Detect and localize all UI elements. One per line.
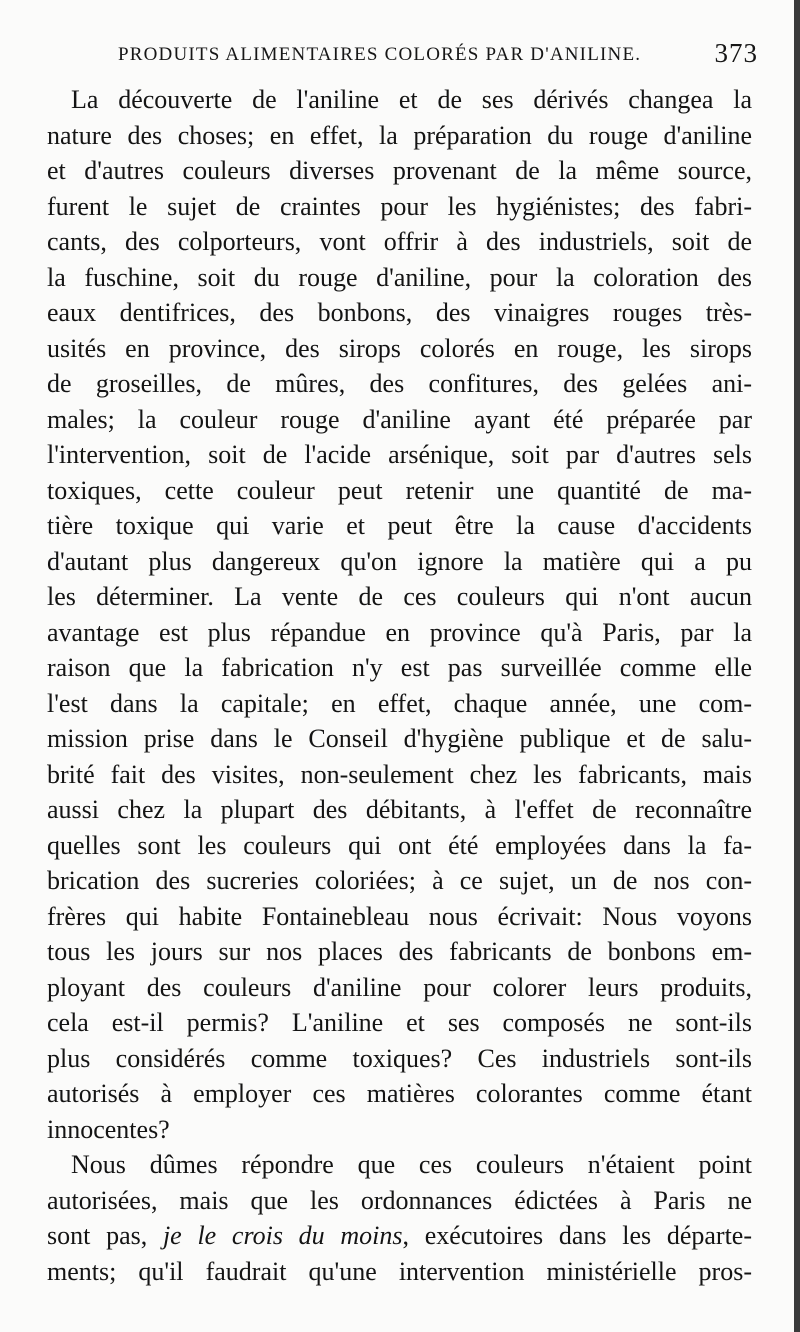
text-line: ployant des couleurs d'aniline pour colorer leurs produits, (47, 972, 752, 1002)
text-line: furent le sujet de craintes pour les hygiénistes; des fabri- (47, 191, 752, 221)
text-line: brité fait des visites, non-seulement chez les fabricants, mais (47, 759, 752, 789)
italic-phrase: je le crois du moins (162, 1221, 403, 1250)
text-line: aussi chez la plupart des débitants, à l'effet de reconnaître (47, 795, 752, 824)
text-line: cants, des colporteurs, vont offrir à des industriels, soit de (47, 227, 752, 256)
page-number: 373 (714, 38, 758, 68)
text-line: toxiques, cette couleur peut retenir une quantité de ma- (47, 475, 752, 505)
text-line: d'autant plus dangereux qu'on ignore la matière qui a pu (47, 546, 752, 576)
text-line: les déterminer. La vente de ces couleurs qui n'ont aucun (47, 582, 752, 611)
text-line: mission prise dans le Conseil d'hygiène publique et de salu- (47, 724, 752, 753)
text-line: la fuschine, soit du rouge d'aniline, pour la coloration des (47, 262, 752, 292)
running-title: PRODUITS ALIMENTAIRES COLORÉS PAR D'ANILINE. (118, 44, 642, 65)
text-line: brication des sucreries coloriées; à ce sujet, un de nos con- (47, 866, 752, 895)
text-line: cela est-il permis? L'aniline et ses composés ne sont-ils (47, 1008, 752, 1037)
text-line: raison que la fabrication n'y est pas surveillée comme elle (47, 653, 752, 682)
text-line: eaux dentifrices, des bonbons, des vinaigres rouges très- (47, 298, 752, 327)
text-line: nature des choses; en effet, la préparation du rouge d'aniline (47, 120, 752, 150)
text-line: de groseilles, de mûres, des confitures, des gelées ani- (47, 369, 752, 398)
text-line: Nous dûmes répondre que ces couleurs n'étaient point (71, 1150, 752, 1179)
text-line: avantage est plus répandue en province qu'à Paris, par la (47, 617, 752, 647)
text-line: l'est dans la capitale; en effet, chaque année, une com- (47, 688, 752, 718)
running-head (118, 38, 758, 72)
text-line: frères qui habite Fontainebleau nous écrivait: Nous voyons (47, 901, 752, 931)
text-line: tous les jours sur nos places des fabricants de bonbons em- (47, 937, 752, 966)
text-run: , exécutoires dans les départe- (402, 1221, 753, 1250)
text-line: usités en province, des sirops colorés en rouge, les sirops (47, 333, 752, 363)
text-line: ments; qu'il faudrait qu'une intervention ministérielle pros- (47, 1256, 752, 1286)
text-line: quelles sont les couleurs qui ont été employées dans la fa- (47, 830, 752, 860)
text-line: tière toxique qui varie et peut être la cause d'accidents (47, 511, 752, 540)
paragraph (47, 1147, 752, 1289)
text-line: autorisées, mais que les ordonnances édictées à Paris ne (47, 1185, 752, 1215)
text-run: sont pas, (47, 1221, 163, 1250)
paragraph (47, 82, 752, 1147)
text-line: males; la couleur rouge d'aniline ayant été préparée par (47, 404, 752, 434)
text-line: et d'autres couleurs diverses provenant de la même source, (47, 156, 752, 185)
text-line: innocentes? (47, 1114, 170, 1144)
text-line: plus considérés comme toxiques? Ces industriels sont-ils (47, 1043, 752, 1073)
body-text (47, 82, 752, 1289)
text-line (47, 1218, 752, 1254)
text-line: autorisés à employer ces matières colorantes comme étant (47, 1079, 752, 1108)
text-line: l'intervention, soit de l'acide arsénique, soit par d'autres sels (47, 440, 752, 469)
text-line: La découverte de l'aniline et de ses dérivés changea la (71, 85, 752, 114)
